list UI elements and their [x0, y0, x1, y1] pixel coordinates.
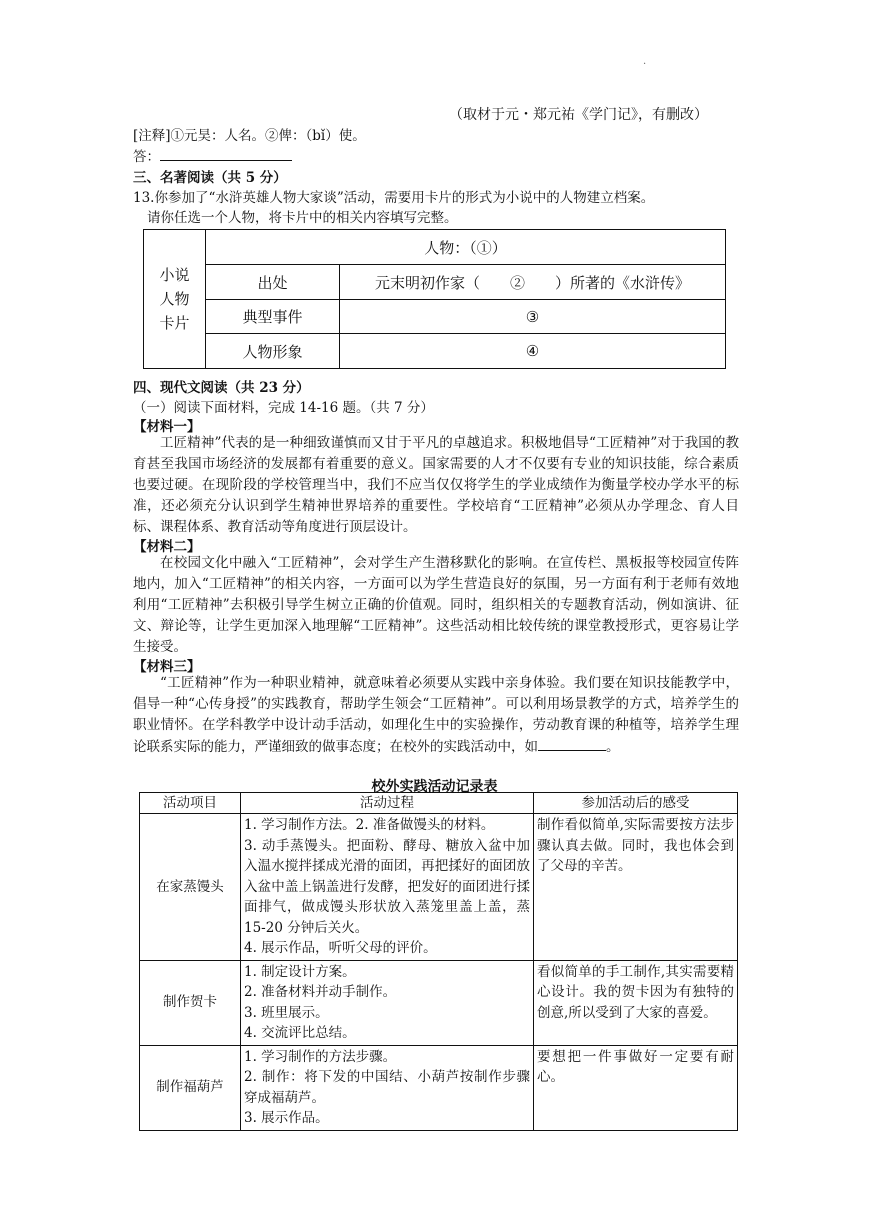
activity-item: 制作贺卡	[140, 960, 241, 1045]
card-row-value[interactable]: ④	[340, 334, 726, 369]
activity-process: 1. 学习制作的方法步骤。 2. 制作：将下发的中国结、小葫芦按制作步骤穿成福葫芦。 3. 展示作品。	[241, 1045, 534, 1130]
section-4-title: 四、现代文阅读（共 23 分）	[133, 380, 310, 396]
card-person[interactable]: 人物：（①）	[206, 230, 726, 265]
material-1-heading: 【材料一】	[133, 419, 201, 435]
table-header: 活动项目	[140, 793, 241, 814]
material-3-blank[interactable]	[538, 736, 606, 751]
activity-feeling: 制作看似简单,实际需要按方法步骤认真去做。同时，我也体会到了父母的辛苦。	[534, 814, 738, 961]
material-1-text: 工匠精神”代表的是一种细致谨慎而又甘于平凡的卓越追求。积极地倡导“工匠精神”对于我国的教育甚至我国市场经济的发展都有着重要的意义。国家需要的人才不仅要有专业的知识技能，综合素质也要过硬。在现阶段的学校管理当中，我们不应当仅仅将学生的学业成绩作为衡量学校办学水平的标准，还必须充分认识到学生精神世界培养的重要性。学校培育“工匠精神”必须从办学理念、育人目标、课程体系、教育活动等角度进行顶层设计。	[133, 435, 739, 535]
card-row-value[interactable]: ③	[340, 300, 726, 334]
material-3-heading: 【材料三】	[133, 659, 201, 675]
annotation-note: [注释]①元昊：人名。②俾：（bǐ）使。	[133, 128, 366, 144]
activity-process: 1. 学习制作方法。2. 准备做馒头的材料。 3. 动手蒸馒头。把面粉、酵母、糖放入盆中加入温水搅拌揉成光滑的面团，再把揉好的面团放入盆中盖上锅盖进行发酵，把发好的面团进行揉面排气，做成馒头形状放入蒸笼里盖上盖，蒸 15-20 分钟后关火。 4. 展示作品，听听父母的评价。	[241, 814, 534, 961]
record-table-title: 校外实践活动记录表	[371, 779, 498, 795]
card-side-label: 小说 人物 卡片	[144, 230, 206, 369]
table-row	[140, 1045, 738, 1130]
question-13-line-1: 13.你参加了“水浒英雄人物大家谈”活动，需要用卡片的形式为小说中的人物建立档案。	[133, 190, 655, 206]
activity-process: 1. 制定设计方案。 2. 准备材料并动手制作。 3. 班里展示。 4. 交流评比总结。	[241, 960, 534, 1045]
character-card-table	[143, 229, 726, 369]
material-2-text: 在校园文化中融入“工匠精神”，会对学生产生潜移默化的影响。在宣传栏、黑板报等校园宣传阵地内，加入“工匠精神”的相关内容，一方面可以为学生营造良好的氛围，另一方面有利于老师有效地利用“工匠精神”去积极引导学生树立正确的价值观。同时，组织相关的专题教育活动，例如演讲、征文、辩论等，让学生更加深入地理解“工匠精神”。这些活动相比较传统的课堂教授形式，更容易让学生接受。	[133, 555, 739, 655]
card-row-value[interactable]: 元末明初作家（ ② ）所著的《水浒传》	[340, 265, 726, 300]
page-mark: .	[643, 56, 647, 67]
section-3-title: 三、名著阅读（共 5 分）	[133, 170, 287, 186]
practice-record-table	[139, 792, 738, 1131]
material-3-text: “工匠精神”作为一种职业精神，就意味着必须要从实践中亲身体验。我们要在知识技能教学中，倡导一种“心传身授”的实践教育，帮助学生领会“工匠精神”。可以利用场景教学的方式，培养学生的职业情怀。在学科教学中设计动手活动，如理化生中的实验操作，劳动教育课的种植等，培养学生理论联系实际的能力，严谨细致的做事态度；在校外的实践活动中，如 。	[133, 675, 739, 755]
part-1-intro: （一）阅读下面材料，完成 14-16 题。（共 7 分）	[133, 400, 434, 416]
material-2-heading: 【材料二】	[133, 539, 201, 555]
card-row-label: 出处	[206, 265, 340, 300]
activity-feeling: 要想把一件事做好一定要有耐心。	[534, 1045, 738, 1130]
table-row	[140, 814, 738, 961]
card-row-label: 人物形象	[206, 334, 340, 369]
table-row	[140, 960, 738, 1045]
answer-label: 答：	[133, 149, 160, 165]
answer-blank[interactable]	[160, 146, 292, 161]
answer-line	[133, 145, 292, 165]
activity-item: 制作福葫芦	[140, 1045, 241, 1130]
table-header: 活动过程	[241, 793, 534, 814]
source-citation: （取材于元・郑元祐《学门记》，有删改）	[449, 107, 708, 123]
question-13-line-2: 请你任选一个人物，将卡片中的相关内容填写完整。	[147, 210, 458, 226]
activity-feeling: 看似简单的手工制作,其实需要精心设计。我的贺卡因为有独特的创意,所以受到了大家的喜爱。	[534, 960, 738, 1045]
card-row-label: 典型事件	[206, 300, 340, 334]
activity-item: 在家蒸馒头	[140, 814, 241, 961]
table-header: 参加活动后的感受	[534, 793, 738, 814]
